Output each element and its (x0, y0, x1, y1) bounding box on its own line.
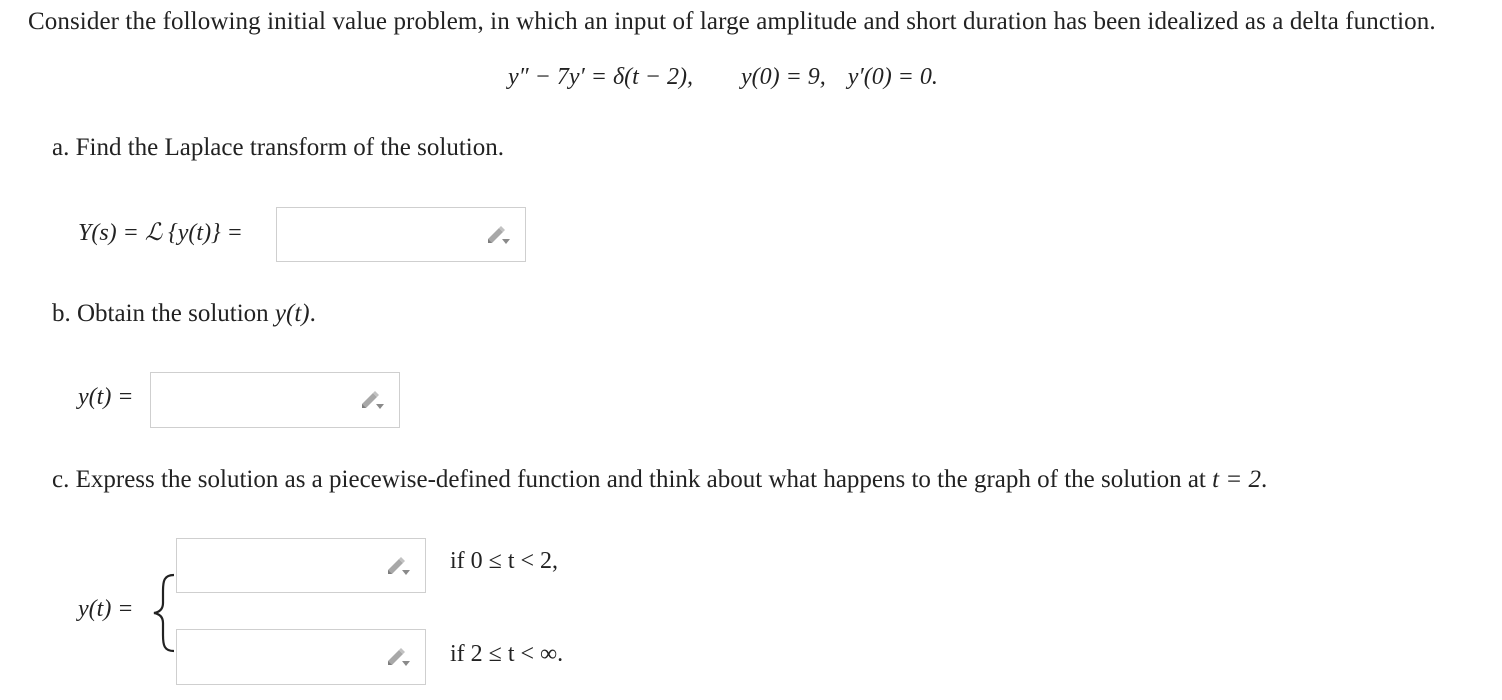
ode: y″ − 7y′ = δ(t − 2), (508, 64, 693, 90)
part-b-prompt-text: b. Obtain the solution (52, 300, 275, 327)
pencil-dropdown-icon[interactable] (485, 224, 511, 246)
piece-2-answer-box[interactable] (176, 629, 426, 685)
part-a-prompt: a. Find the Laplace transform of the solution. (52, 134, 504, 161)
part-b-prompt (52, 300, 316, 328)
pencil-dropdown-icon[interactable] (385, 555, 411, 577)
part-b-lhs: y(t) = (78, 384, 134, 410)
part-c-lhs: y(t) = (78, 596, 134, 622)
laplace-answer-box[interactable] (276, 207, 526, 262)
initial-condition-dy0: y′(0) = 0. (847, 64, 938, 90)
part-c-prompt (52, 466, 1267, 494)
part-b-prompt-math: y(t) (274, 300, 310, 327)
piece-1-answer-box[interactable] (176, 538, 426, 593)
pencil-dropdown-icon[interactable] (385, 646, 411, 668)
ivp-equation (508, 64, 938, 91)
part-a-lhs: Y(s) = ℒ {y(t)} = (78, 220, 243, 246)
part-c-prompt-end: . (1260, 466, 1268, 493)
solution-answer-box[interactable] (150, 372, 400, 428)
piece-1-condition: if 0 ≤ t < 2, (450, 548, 559, 574)
part-b-prompt-end: . (309, 300, 316, 327)
piece-2-condition: if 2 ≤ t < ∞. (450, 641, 564, 667)
pencil-dropdown-icon[interactable] (359, 389, 385, 411)
part-c-prompt-text: c. Express the solution as a piecewise-defined function and think about what happens to the graph of the solution at (52, 466, 1213, 493)
part-c-prompt-math: t = 2 (1212, 466, 1261, 493)
problem-intro: Consider the following initial value problem, in which an input of large amplitude and short duration has been idealized as a delta function. (28, 8, 1436, 35)
initial-condition-y0: y(0) = 9, (740, 64, 826, 90)
